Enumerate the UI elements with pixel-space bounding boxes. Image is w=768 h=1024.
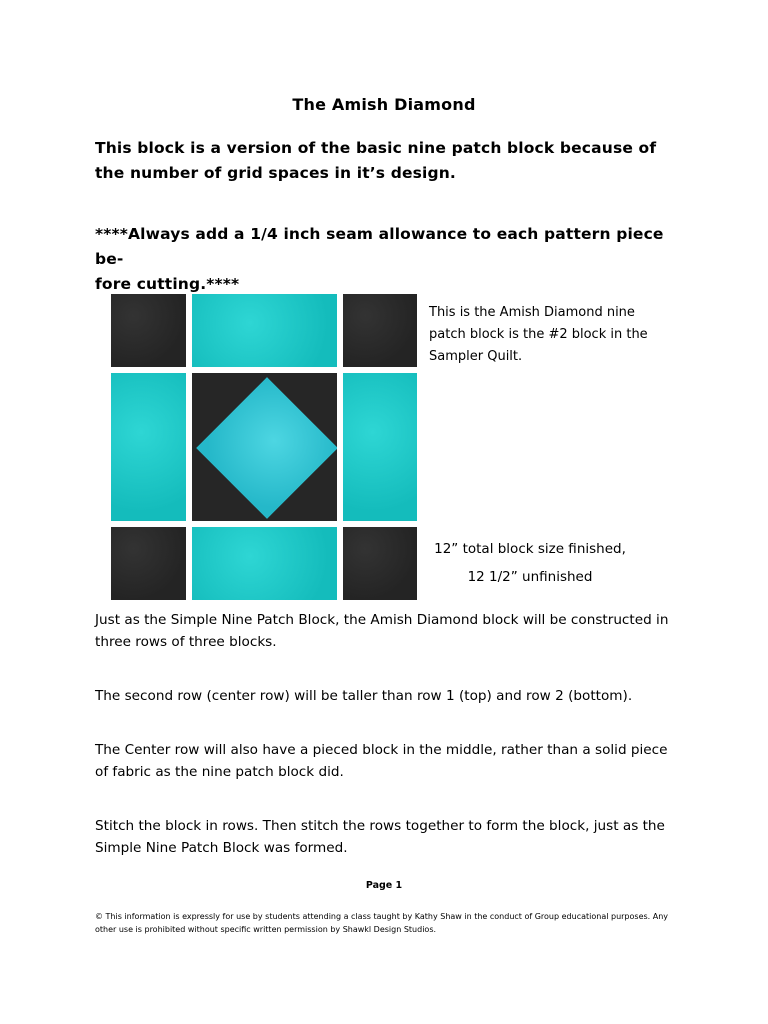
rectangle-patch-bottom — [192, 527, 337, 600]
corner-patch-top-left — [111, 294, 186, 367]
body-paragraph: The Center row will also have a pieced block in the middle, rather than a solid piece of fabric as the nine patch block did. — [95, 742, 668, 780]
center-square-patch — [192, 373, 337, 521]
body-paragraph: Stitch the block in rows. Then stitch the rows together to form the block, just as the Simple Nine Patch Block was formed. — [95, 818, 665, 856]
finished-size-text: 12” total block size finished, — [434, 541, 626, 557]
unfinished-size-text: 12 1/2” unfinished — [467, 569, 593, 585]
page-title: The Amish Diamond — [292, 95, 476, 114]
rectangle-patch-top — [192, 294, 337, 367]
corner-patch-bottom-right — [343, 527, 417, 600]
corner-patch-top-right — [343, 294, 417, 367]
seam-allowance-warning — [95, 222, 675, 297]
block-description: This is the Amish Diamond nine patch block is the #2 block in the Sampler Quilt. — [429, 305, 648, 364]
body-paragraph: The second row (center row) will be taller than row 1 (top) and row 2 (bottom). — [95, 688, 633, 704]
intro-paragraph: This block is a version of the basic nine patch block because of the number of grid spaces in it’s design. — [95, 139, 657, 182]
warning-line-1: ****Always add a 1/4 inch seam allowance to each pattern piece be- — [95, 225, 664, 268]
rectangle-patch-right — [343, 373, 417, 521]
corner-patch-bottom-left — [111, 527, 186, 600]
warning-line-2: fore cutting.**** — [95, 275, 240, 293]
body-paragraph: Just as the Simple Nine Patch Block, the Amish Diamond block will be constructed in three rows of three blocks. — [95, 612, 669, 650]
center-diamond — [196, 377, 337, 518]
amish-diamond-block-image — [111, 294, 417, 600]
page-number: Page 1 — [365, 880, 403, 891]
copyright-footer: © This information is expressly for use by students attending a class taught by Kathy Shaw in the conduct of Group educational purposes. Any other use is prohibited without specific written permission by Shawkl Design Studios. — [95, 912, 669, 934]
rectangle-patch-left — [111, 373, 186, 521]
